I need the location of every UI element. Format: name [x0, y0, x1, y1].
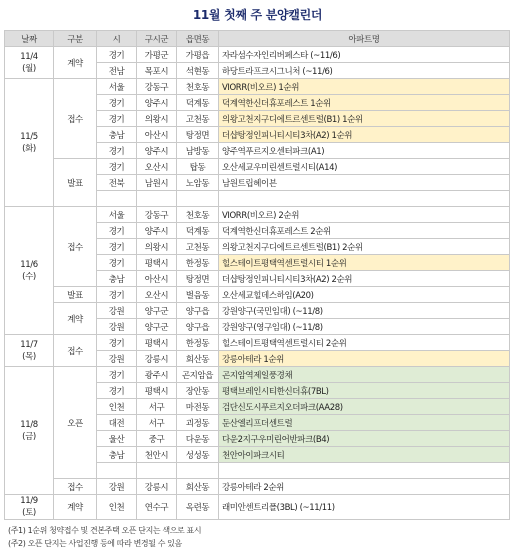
town-cell: 천호동: [177, 207, 219, 223]
table-row: [5, 287, 510, 303]
header-district: 구시군: [137, 31, 177, 47]
apartment-cell: 강원양구(국민임대) (~11/8): [219, 303, 510, 319]
apartment-cell: [219, 463, 510, 479]
header-apartment: 아파트명: [219, 31, 510, 47]
apartment-cell: 힐스테이트평택역센트럴시티 2순위: [219, 335, 510, 351]
district-cell: 오산시: [137, 159, 177, 175]
apartment-cell: 오산세교우미린센트럴시티(A14): [219, 159, 510, 175]
date-cell: 11/5 (화): [5, 79, 54, 207]
city-cell: 경기: [97, 239, 137, 255]
town-cell: 고천동: [177, 111, 219, 127]
city-cell: 경기: [97, 367, 137, 383]
table-row: [5, 159, 510, 175]
apartment-cell: 자라섬수자인리버페스타 (~11/6): [219, 47, 510, 63]
town-cell: 양구읍: [177, 319, 219, 335]
apartment-cell: 오산세교힐데스하임(A20): [219, 287, 510, 303]
date-cell: 11/4 (월): [5, 47, 54, 79]
city-cell: 경기: [97, 255, 137, 271]
apartment-cell: 하당트라프크시그니처 (~11/6): [219, 63, 510, 79]
apartment-cell: 다운2지구우미린어반파크(B4): [219, 431, 510, 447]
city-cell: 서울: [97, 207, 137, 223]
date-cell: 11/7 (목): [5, 335, 54, 367]
district-cell: 아산시: [137, 271, 177, 287]
city-cell: 강원: [97, 351, 137, 367]
district-cell: 강동구: [137, 207, 177, 223]
district-cell: 강릉시: [137, 479, 177, 495]
table-row: [5, 303, 510, 319]
city-cell: 경기: [97, 143, 137, 159]
apartment-cell: VIORR(비오르) 2순위: [219, 207, 510, 223]
city-cell: 대전: [97, 415, 137, 431]
town-cell: 탑동: [177, 159, 219, 175]
district-cell: 양주시: [137, 223, 177, 239]
city-cell: 경기: [97, 287, 137, 303]
city-cell: 경기: [97, 95, 137, 111]
apartment-cell: 천안아이파크시티: [219, 447, 510, 463]
city-cell: 전북: [97, 175, 137, 191]
apartment-cell: 검단신도시푸르지오더파크(AA28): [219, 399, 510, 415]
city-cell: 충남: [97, 447, 137, 463]
type-cell: 발표: [54, 287, 97, 303]
town-cell: 가평읍: [177, 47, 219, 63]
district-cell: 양주시: [137, 95, 177, 111]
table-row: [5, 367, 510, 383]
district-cell: 아산시: [137, 127, 177, 143]
apartment-cell: 곤지암역제일풍경채: [219, 367, 510, 383]
district-cell: 천안시: [137, 447, 177, 463]
notes: [8, 524, 515, 550]
city-cell: 경기: [97, 383, 137, 399]
type-cell: 계약: [54, 303, 97, 335]
type-cell: 계약: [54, 495, 97, 520]
table-row: [5, 207, 510, 223]
table-row: [5, 479, 510, 495]
apartment-cell: 덕계역한신더휴포레스트 2순위: [219, 223, 510, 239]
town-cell: 고천동: [177, 239, 219, 255]
city-cell: 울산: [97, 431, 137, 447]
town-cell: 탕정면: [177, 271, 219, 287]
town-cell: 탕정면: [177, 127, 219, 143]
city-cell: 경기: [97, 335, 137, 351]
table-row: [5, 47, 510, 63]
type-cell: 계약: [54, 47, 97, 79]
town-cell: 한정동: [177, 255, 219, 271]
town-cell: 한정동: [177, 335, 219, 351]
district-cell: [137, 463, 177, 479]
date-cell: 11/6 (수): [5, 207, 54, 335]
type-cell: 오픈: [54, 367, 97, 479]
apartment-cell: 둔산엘리프더센트럴: [219, 415, 510, 431]
city-cell: 경기: [97, 223, 137, 239]
apartment-cell: 강릉아테라 2순위: [219, 479, 510, 495]
town-cell: 석현동: [177, 63, 219, 79]
apartment-cell: 양주역푸르지오센터파크(A1): [219, 143, 510, 159]
town-cell: 덕계동: [177, 223, 219, 239]
town-cell: [177, 191, 219, 207]
city-cell: 강원: [97, 319, 137, 335]
district-cell: 광주시: [137, 367, 177, 383]
town-cell: 노암동: [177, 175, 219, 191]
apartment-cell: 의왕고천지구디에트르센트럴(B1) 1순위: [219, 111, 510, 127]
apartment-cell: [219, 191, 510, 207]
page-title: 11월 첫째 주 분양캘린더: [192, 8, 323, 22]
apartment-cell: 덕계역한신더휴포레스트 1순위: [219, 95, 510, 111]
town-cell: 곤지암읍: [177, 367, 219, 383]
town-cell: 천호동: [177, 79, 219, 95]
table-header-row: [5, 31, 510, 47]
district-cell: 양주시: [137, 143, 177, 159]
city-cell: 경기: [97, 159, 137, 175]
district-cell: 평택시: [137, 383, 177, 399]
type-cell: 발표: [54, 159, 97, 207]
district-cell: 서구: [137, 399, 177, 415]
district-cell: 가평군: [137, 47, 177, 63]
town-cell: 장안동: [177, 383, 219, 399]
town-cell: 다운동: [177, 431, 219, 447]
city-cell: 서울: [97, 79, 137, 95]
apartment-cell: 힐스테이트평택역센트럴시티 1순위: [219, 255, 510, 271]
district-cell: 양구군: [137, 303, 177, 319]
district-cell: 평택시: [137, 335, 177, 351]
apartment-cell: 남원트립헤이븐: [219, 175, 510, 191]
type-cell: 접수: [54, 479, 97, 495]
town-cell: 남방동: [177, 143, 219, 159]
district-cell: [137, 191, 177, 207]
note-1: (주1) 1순위 청약접수 및 견본주택 오픈 단지는 색으로 표시: [8, 526, 202, 535]
district-cell: 의왕시: [137, 111, 177, 127]
city-cell: 경기: [97, 111, 137, 127]
town-cell: 옥련동: [177, 495, 219, 520]
town-cell: 성성동: [177, 447, 219, 463]
city-cell: [97, 463, 137, 479]
district-cell: 중구: [137, 431, 177, 447]
district-cell: 연수구: [137, 495, 177, 520]
table-row: [5, 335, 510, 351]
city-cell: 인천: [97, 399, 137, 415]
header-date: 날짜: [5, 31, 54, 47]
date-cell: 11/9 (토): [5, 495, 54, 520]
city-cell: [97, 191, 137, 207]
apartment-cell: 평택브레인시티한신더휴(7BL): [219, 383, 510, 399]
note-2: (주2) 오픈 단지는 사업진행 등에 따라 변경될 수 있음: [8, 539, 182, 548]
type-cell: 접수: [54, 207, 97, 287]
date-cell: 11/8 (금): [5, 367, 54, 495]
apartment-cell: 더샵탕정인피니티시티3차(A2) 2순위: [219, 271, 510, 287]
city-cell: 충남: [97, 271, 137, 287]
table-row: [5, 495, 510, 520]
apartment-cell: VIORR(비오르) 1순위: [219, 79, 510, 95]
town-cell: 회산동: [177, 479, 219, 495]
town-cell: 회산동: [177, 351, 219, 367]
district-cell: 강동구: [137, 79, 177, 95]
table-body: [5, 47, 510, 520]
town-cell: 마전동: [177, 399, 219, 415]
apartment-cell: 래미안센트리폴(3BL) (~11/11): [219, 495, 510, 520]
header-type: 구분: [54, 31, 97, 47]
district-cell: 의왕시: [137, 239, 177, 255]
city-cell: 인천: [97, 495, 137, 520]
apartment-cell: 강릉아테라 1순위: [219, 351, 510, 367]
district-cell: 양구군: [137, 319, 177, 335]
district-cell: 목포시: [137, 63, 177, 79]
city-cell: 강원: [97, 479, 137, 495]
city-cell: 강원: [97, 303, 137, 319]
apartment-cell: 의왕고천지구디에트르센트럴(B1) 2순위: [219, 239, 510, 255]
calendar-table: [4, 30, 510, 520]
apartment-cell: 강원양구(영구임대) (~11/8): [219, 319, 510, 335]
apartment-cell: 더샵탕정인피니티시티3차(A2) 1순위: [219, 127, 510, 143]
type-cell: 접수: [54, 335, 97, 367]
town-cell: 벌음동: [177, 287, 219, 303]
district-cell: 평택시: [137, 255, 177, 271]
town-cell: 괴정동: [177, 415, 219, 431]
town-cell: 덕계동: [177, 95, 219, 111]
district-cell: 서구: [137, 415, 177, 431]
city-cell: 충남: [97, 127, 137, 143]
table-row: [5, 79, 510, 95]
town-cell: 양구읍: [177, 303, 219, 319]
district-cell: 남원시: [137, 175, 177, 191]
city-cell: 전남: [97, 63, 137, 79]
town-cell: [177, 463, 219, 479]
header-town: 읍면동: [177, 31, 219, 47]
district-cell: 강릉시: [137, 351, 177, 367]
district-cell: 오산시: [137, 287, 177, 303]
type-cell: 접수: [54, 79, 97, 159]
city-cell: 경기: [97, 47, 137, 63]
header-city: 시: [97, 31, 137, 47]
